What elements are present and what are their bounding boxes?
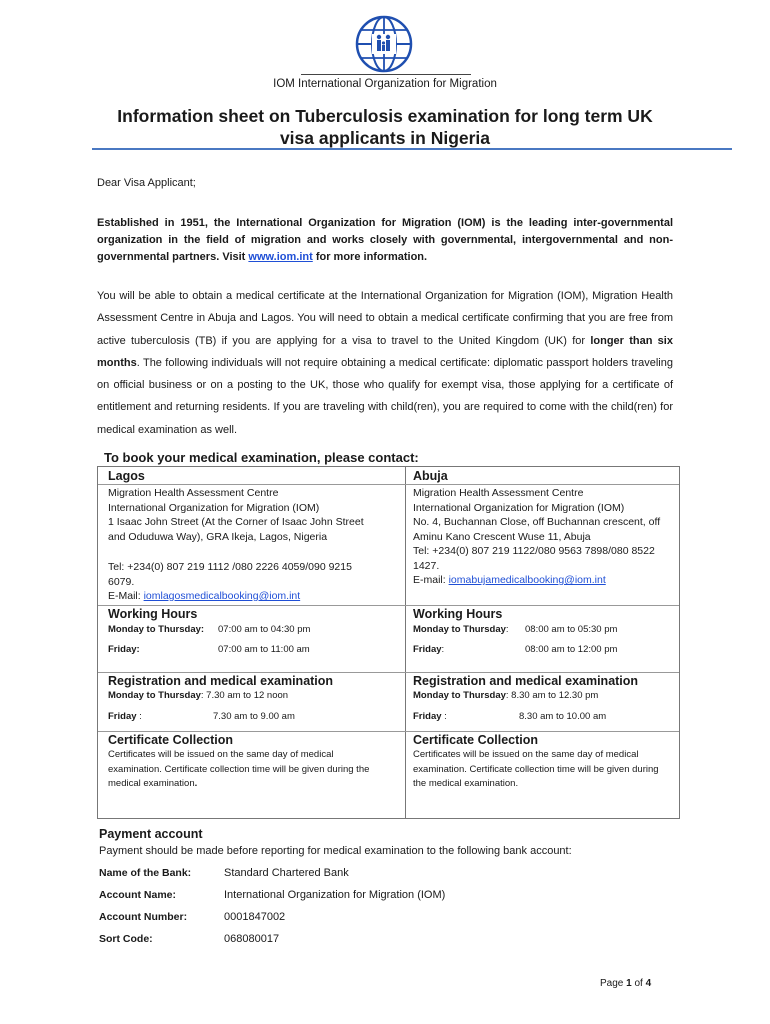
lagos-tel-cont: 6079. bbox=[108, 575, 135, 588]
payment-label: Account Name: bbox=[99, 889, 177, 901]
lagos-address-line: and Oduduwa Way), GRA Ikeja, Lagos, Nigeria bbox=[108, 530, 328, 543]
abuja-address-line: No. 4, Buchannan Close, off Buchannan crescent, off bbox=[413, 516, 661, 528]
abuja-address-line: Aminu Kano Crescent Wuse 11, Abuja bbox=[413, 530, 591, 543]
lagos-address-line: Migration Health Assessment Centre bbox=[108, 487, 279, 499]
payment-label: Name of the Bank: bbox=[99, 867, 192, 879]
contact-heading: To book your medical examination, please contact: bbox=[104, 450, 419, 465]
abuja-address-line: Migration Health Assessment Centre bbox=[413, 487, 584, 499]
abuja-city: Abuja bbox=[413, 469, 448, 483]
abuja-tel: Tel: +234(0) 807 219 1122/080 9563 7898/080 8522 bbox=[413, 545, 655, 557]
lagos-cert-line: examination. Certificate collection time will be given during the bbox=[108, 763, 370, 775]
title-line-2: visa applicants in Nigeria bbox=[279, 128, 491, 148]
abuja-cert-line: Certificates will be issued on the same day of medical bbox=[413, 749, 639, 760]
payment-description: Payment should be made before reporting for medical examination to the following bank account: bbox=[99, 845, 572, 857]
abuja-reg-fri-time: 8.30 am to 10.00 am bbox=[519, 711, 607, 722]
body-text-2: . The following individuals will not require obtaining a medical certificate: diplomatic passport holders traveling on official business or on a posting to the UK, those who qualify for exempt visa, those applying for a certificate of entitlement and returning residents. If you are traveling with child(ren), you are required to come with the child(ren) for medical examination as well. bbox=[97, 356, 673, 436]
lagos-cert-line: medical examination. bbox=[108, 778, 198, 789]
abuja-hours-fri-label: Friday: bbox=[413, 644, 445, 655]
abuja-cert-title: Certificate Collection bbox=[413, 733, 539, 747]
abuja-address-line: International Organization for Migration (IOM) bbox=[413, 501, 625, 514]
intro-text: Established in 1951, the International Organization for Migration (IOM) is the leading inter-governmental organization in the field of migration and works closely with governmental, intergovernmental and non-governmental partners. Visit bbox=[97, 217, 673, 263]
abuja-hours-title: Working Hours bbox=[413, 607, 503, 621]
table-row-divider bbox=[98, 605, 679, 606]
intro-paragraph bbox=[97, 215, 673, 266]
abuja-hours-fri-value: 08:00 am to 12:00 pm bbox=[525, 644, 618, 655]
lagos-reg-fri-label: Friday : bbox=[108, 711, 142, 722]
payment-value: 0001847002 bbox=[224, 911, 286, 923]
lagos-hours-fri-value: 07:00 am to 11:00 am bbox=[218, 644, 310, 655]
lagos-email-line bbox=[108, 589, 400, 604]
lagos-cert-title: Certificate Collection bbox=[108, 733, 234, 747]
lagos-address-line: 1 Isaac John Street (At the Corner of Isaac John Street bbox=[108, 516, 364, 528]
lagos-email-link[interactable]: iomlagosmedicalbooking@iom.int bbox=[143, 590, 301, 602]
abuja-hours-mt-value: 08:00 am to 05:30 pm bbox=[525, 624, 618, 635]
lagos-email-label: E-Mail: bbox=[108, 590, 144, 602]
abuja-email-line bbox=[413, 573, 675, 588]
title-rule bbox=[92, 148, 732, 150]
lagos-city: Lagos bbox=[108, 469, 145, 483]
greeting: Dear Visa Applicant; bbox=[97, 177, 196, 189]
body-bold-text: longer than six months bbox=[97, 334, 673, 369]
abuja-reg-fri-label: Friday : bbox=[413, 711, 447, 722]
lagos-hours-mt-value: 07:00 am to 04:30 pm bbox=[218, 624, 311, 635]
payment-value: 068080017 bbox=[224, 933, 280, 945]
abuja-cert-line: examination. Certificate collection time will be given during bbox=[413, 763, 659, 775]
payment-label: Sort Code: bbox=[99, 933, 153, 945]
abuja-address bbox=[413, 486, 675, 588]
abuja-email-link[interactable]: iomabujamedicalbooking@iom.int bbox=[448, 574, 606, 586]
page-number: Page 1 of 4 bbox=[600, 978, 652, 989]
table-row-divider bbox=[98, 484, 679, 485]
payment-title: Payment account bbox=[99, 827, 203, 841]
lagos-hours-mt-label: Monday to Thursday: bbox=[108, 624, 205, 635]
table-column-divider bbox=[405, 467, 406, 818]
abuja-reg-title: Registration and medical examination bbox=[413, 674, 639, 688]
lagos-cert-text bbox=[108, 748, 400, 792]
lagos-reg-fri-time: 7.30 am to 9.00 am bbox=[213, 711, 295, 722]
lagos-cert-line: Certificates will be issued on the same day of medical bbox=[108, 749, 334, 760]
abuja-hours-mt-label: Monday to Thursday: bbox=[413, 624, 509, 635]
body-paragraph bbox=[97, 285, 673, 441]
abuja-tel-cont: 1427. bbox=[413, 559, 440, 572]
page-title bbox=[60, 105, 710, 149]
payment-value: International Organization for Migration (IOM) bbox=[224, 889, 446, 901]
abuja-cert-line: the medical examination. bbox=[413, 778, 519, 789]
lagos-hours-title: Working Hours bbox=[108, 607, 198, 621]
header-divider bbox=[301, 74, 471, 75]
lagos-contact bbox=[108, 560, 400, 604]
abuja-email-label: E-mail: bbox=[413, 574, 449, 586]
payment-label: Account Number: bbox=[99, 911, 188, 923]
table-row-divider bbox=[98, 731, 679, 732]
intro-text-end: for more information. bbox=[312, 251, 428, 263]
abuja-cert-text bbox=[413, 748, 675, 792]
org-name: IOM International Organization for Migration bbox=[273, 78, 497, 90]
lagos-reg-mt: Monday to Thursday: 7.30 am to 12 noon bbox=[108, 690, 289, 701]
abuja-reg-mt: Monday to Thursday: 8.30 am to 12.30 pm bbox=[413, 690, 599, 701]
payment-value: Standard Chartered Bank bbox=[224, 867, 349, 879]
iom-website-link[interactable]: www.iom.int bbox=[248, 251, 313, 263]
lagos-tel: Tel: +234(0) 807 219 1112 /080 2226 4059/090 9215 bbox=[108, 561, 352, 573]
lagos-reg-title: Registration and medical examination bbox=[108, 674, 334, 688]
body-text-1: You will be able to obtain a medical certificate at the International Organization for Migration (IOM), Migration Health Assessment Centre in Abuja and Lagos. You will need to obtain a medical certificate confirming that you are free from active tuberculosis (TB) if you are applying for a visa to travel to the United Kingdom (UK) for bbox=[97, 290, 673, 347]
lagos-address bbox=[108, 486, 400, 544]
iom-logo-icon bbox=[352, 12, 416, 76]
table-row-divider bbox=[98, 672, 679, 673]
lagos-hours-fri-label: Friday: bbox=[108, 644, 140, 655]
lagos-address-line: International Organization for Migration (IOM) bbox=[108, 501, 320, 514]
title-line-1: Information sheet on Tuberculosis examination for long term UK bbox=[117, 106, 653, 126]
contact-table bbox=[97, 466, 680, 819]
